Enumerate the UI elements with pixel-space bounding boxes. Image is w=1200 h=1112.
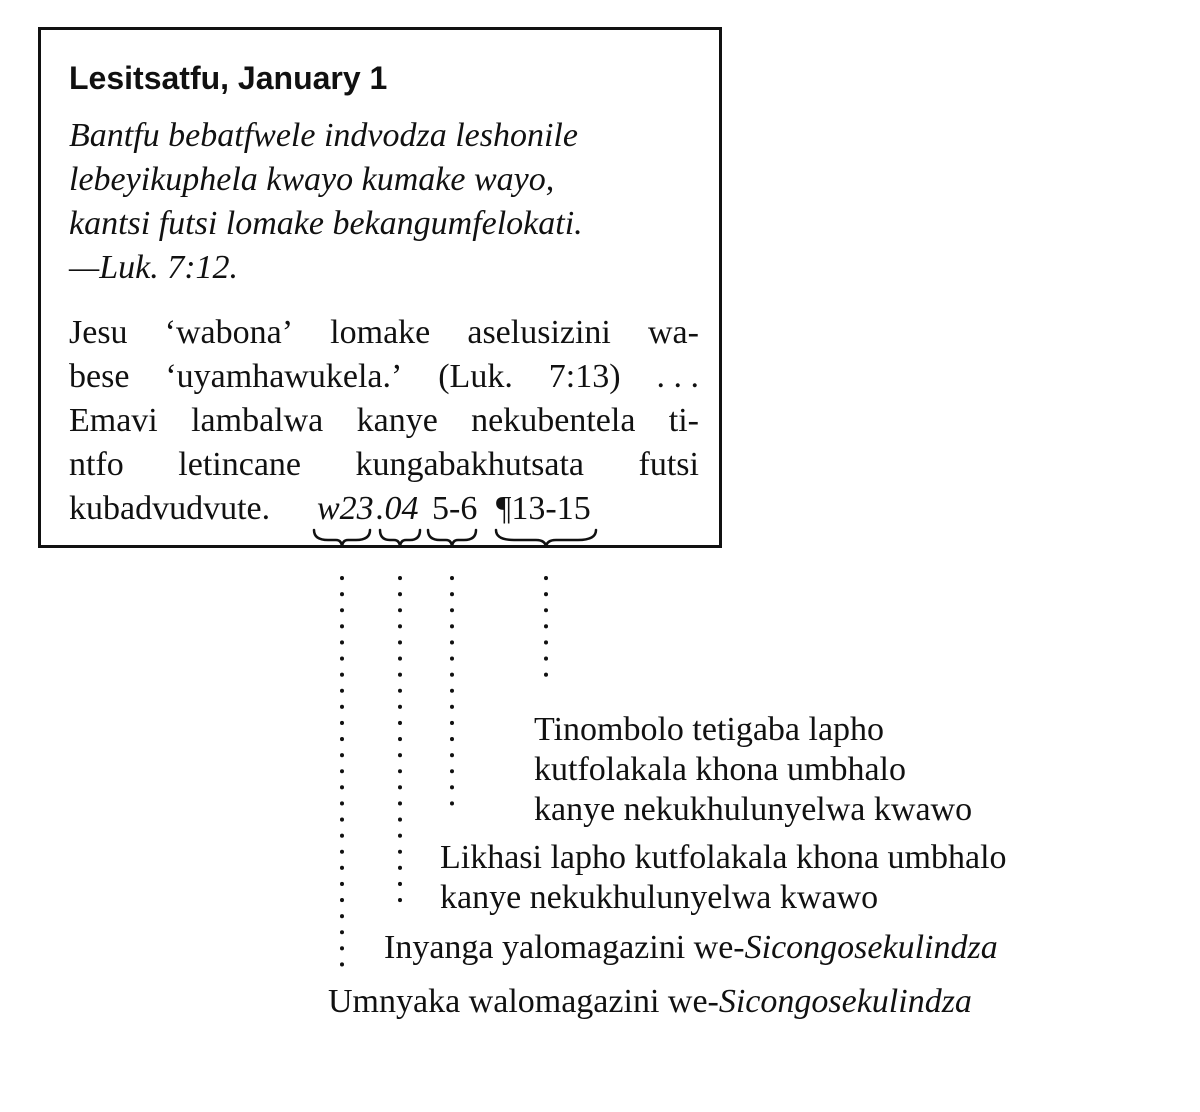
word: letincane: [178, 446, 301, 483]
word: ntfo: [69, 446, 124, 483]
paragraphs-label: [534, 710, 972, 830]
word: (Luk.: [438, 358, 513, 395]
reference-pages: 5-6: [432, 490, 478, 527]
year-brace: [314, 530, 370, 548]
theme-line: Bantfu bebatfwele indvodza leshonile: [69, 117, 578, 154]
ellipsis: . . .: [656, 358, 699, 395]
word: lomake: [330, 314, 431, 351]
word: lambalwa: [191, 402, 324, 439]
word: ‘uyamhawukela.’: [165, 358, 403, 395]
label-line: kutfolakala khona umbhalo: [534, 751, 907, 788]
month-label: [384, 928, 998, 968]
comment-last-line: kubadvudvute.: [69, 490, 271, 527]
theme-line: lebeyikuphela kwayo kumake wayo,: [69, 161, 555, 198]
pages-brace: [428, 530, 476, 548]
word: bese: [69, 358, 130, 395]
label-line: kanye nekukhulunyelwa kwawo: [440, 879, 879, 916]
word: ‘wabona’: [164, 314, 294, 351]
word: Jesu: [69, 314, 128, 351]
date-heading: Lesitsatfu, January 1: [69, 60, 388, 96]
paragraphs-brace: [496, 530, 596, 548]
word: ti-: [668, 402, 699, 439]
label-text: Umnyaka walomagazini we-: [328, 983, 719, 1020]
month-brace: [380, 530, 420, 548]
theme-citation: —Luk. 7:12.: [69, 249, 239, 286]
word: futsi: [638, 446, 699, 483]
label-line: kanye nekukhulunyelwa kwawo: [534, 791, 973, 828]
year-label: [328, 982, 972, 1022]
label-line: Likhasi lapho kutfolakala khona umbhalo: [440, 839, 1007, 876]
magazine-name: Sicongosekulindza: [718, 983, 972, 1020]
label-line: Tinombolo tetigaba lapho: [534, 711, 885, 748]
magazine-name: Sicongosekulindza: [744, 929, 998, 966]
reference-month: .04: [376, 490, 419, 527]
reference-paragraphs: ¶13-15: [496, 490, 591, 527]
word: kanye: [356, 402, 438, 439]
word: nekubentela: [471, 402, 636, 439]
label-text: Inyanga yalomagazini we-: [384, 929, 745, 966]
pages-label: [440, 838, 1007, 918]
word: Emavi: [69, 402, 158, 439]
word: wa-: [648, 314, 699, 351]
word: 7:13): [548, 358, 621, 395]
word: aselusizini: [467, 314, 611, 351]
reference-year: w23: [317, 490, 374, 527]
word: kungabakhutsata: [355, 446, 585, 483]
theme-line: kantsi futsi lomake bekangumfelokati.: [69, 205, 583, 242]
